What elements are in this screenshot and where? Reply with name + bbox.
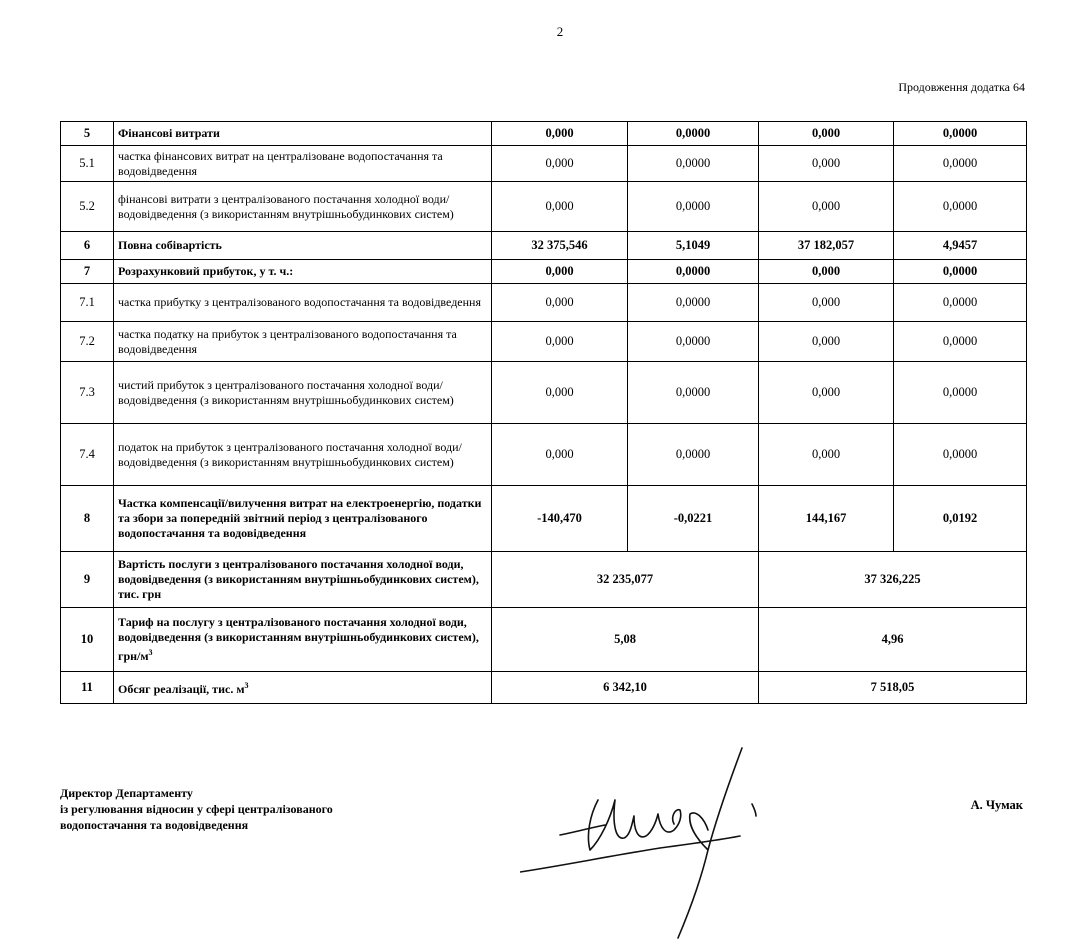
value-cell: -0,0221 [628,486,759,552]
table-row [61,424,1027,486]
value-cell: 0,0000 [628,260,759,284]
value-cell: 0,0000 [628,322,759,362]
value-cell: 0,0000 [628,424,759,486]
row-number: 7.2 [61,322,114,362]
row-number: 5 [61,122,114,146]
value-cell: 5,08 [492,608,759,672]
value-cell: 0,0000 [628,362,759,424]
row-label: Розрахунковий прибуток, у т. ч.: [114,260,492,284]
row-number: 7.1 [61,284,114,322]
table-row [61,552,1027,608]
signature-block [60,785,333,833]
value-cell: 0,000 [492,146,628,182]
director-title-line2: із регулювання відносин у сфері централізованого [60,802,333,816]
value-cell: 0,000 [492,362,628,424]
value-cell: 0,000 [759,260,894,284]
row-label: фінансові витрати з централізованого постачання холодної води/водовідведення (з використанням внутрішньобудинкових систем) [114,182,492,232]
row-label: Повна собівартість [114,232,492,260]
continuation-label: Продовження додатка 64 [898,80,1025,94]
value-cell: 0,000 [759,362,894,424]
row-label: Частка компенсації/вилучення витрат на електроенергію, податки та збори за попередній звітний період з централізованого водопостачання та водовідведення [114,486,492,552]
value-cell: 37 182,057 [759,232,894,260]
row-label: частка прибутку з централізованого водопостачання та водовідведення [114,284,492,322]
value-cell: 0,0000 [894,122,1027,146]
row-label: частка податку на прибуток з централізованого водопостачання та водовідведення [114,322,492,362]
handwritten-signature [520,740,780,940]
value-cell: 37 326,225 [759,552,1027,608]
value-cell: 0,0000 [628,182,759,232]
table-row [61,284,1027,322]
value-cell: 0,000 [492,182,628,232]
value-cell: 4,96 [759,608,1027,672]
value-cell: 0,000 [759,146,894,182]
value-cell: 0,0000 [628,284,759,322]
table-row [61,182,1027,232]
table-row [61,232,1027,260]
value-cell: 7 518,05 [759,672,1027,704]
value-cell: 0,000 [492,260,628,284]
unit-superscript: 3 [244,681,249,690]
row-number: 8 [61,486,114,552]
value-cell: 0,0000 [628,146,759,182]
table-row [61,486,1027,552]
value-cell: 0,0000 [894,146,1027,182]
row-number: 9 [61,552,114,608]
row-number: 10 [61,608,114,672]
value-cell: 0,0000 [894,260,1027,284]
table-row [61,608,1027,672]
table-row [61,672,1027,704]
director-title-line3: водопостачання та водовідведення [60,818,249,832]
value-cell: 32 235,077 [492,552,759,608]
value-cell: 0,000 [759,182,894,232]
unit-superscript: 3 [148,648,153,657]
table-row [61,122,1027,146]
value-cell: 5,1049 [628,232,759,260]
tariff-table [60,121,1027,704]
row-label: Фінансові витрати [114,122,492,146]
signer-name: А. Чумак [970,798,1023,812]
value-cell: 144,167 [759,486,894,552]
value-cell: 0,0000 [894,322,1027,362]
value-cell: 0,000 [759,122,894,146]
row-label: чистий прибуток з централізованого постачання холодної води/водовідведення (з використанням внутрішньобудинкових систем) [114,362,492,424]
row-number: 6 [61,232,114,260]
director-title-line1: Директор Департаменту [60,786,193,800]
value-cell: 0,000 [492,424,628,486]
value-cell: 0,000 [759,322,894,362]
value-cell: 0,000 [492,122,628,146]
value-cell: 4,9457 [894,232,1027,260]
value-cell: 0,0000 [894,284,1027,322]
value-cell: 0,0192 [894,486,1027,552]
row-number: 11 [61,672,114,704]
row-number: 7.4 [61,424,114,486]
row-number: 7.3 [61,362,114,424]
value-cell: 0,000 [492,322,628,362]
page-number: 2 [556,24,564,39]
row-number: 7 [61,260,114,284]
row-label: частка фінансових витрат на централізоване водопостачання та водовідведення [114,146,492,182]
row-label: Тариф на послугу з централізованого постачання холодної води, водовідведення (з використанням внутрішньобудинкових систем), грн/$м^3$ [114,608,492,672]
value-cell: 0,0000 [628,122,759,146]
value-cell: -140,470 [492,486,628,552]
table-row [61,146,1027,182]
row-label: Вартість послуги з централізованого постачання холодної води, водовідведення (з використанням внутрішньобудинкових систем), тис. грн [114,552,492,608]
value-cell: 0,000 [759,284,894,322]
value-cell: 0,0000 [894,424,1027,486]
value-cell: 0,0000 [894,182,1027,232]
value-cell: 0,000 [759,424,894,486]
table-row [61,260,1027,284]
row-number: 5.1 [61,146,114,182]
value-cell: 6 342,10 [492,672,759,704]
row-number: 5.2 [61,182,114,232]
row-label: податок на прибуток з централізованого постачання холодної води/водовідведення (з використанням внутрішньобудинкових систем) [114,424,492,486]
table-row [61,362,1027,424]
table-row [61,322,1027,362]
value-cell: 32 375,546 [492,232,628,260]
row-label: Обсяг реалізації, тис. $м^3$ [114,672,492,704]
value-cell: 0,0000 [894,362,1027,424]
value-cell: 0,000 [492,284,628,322]
